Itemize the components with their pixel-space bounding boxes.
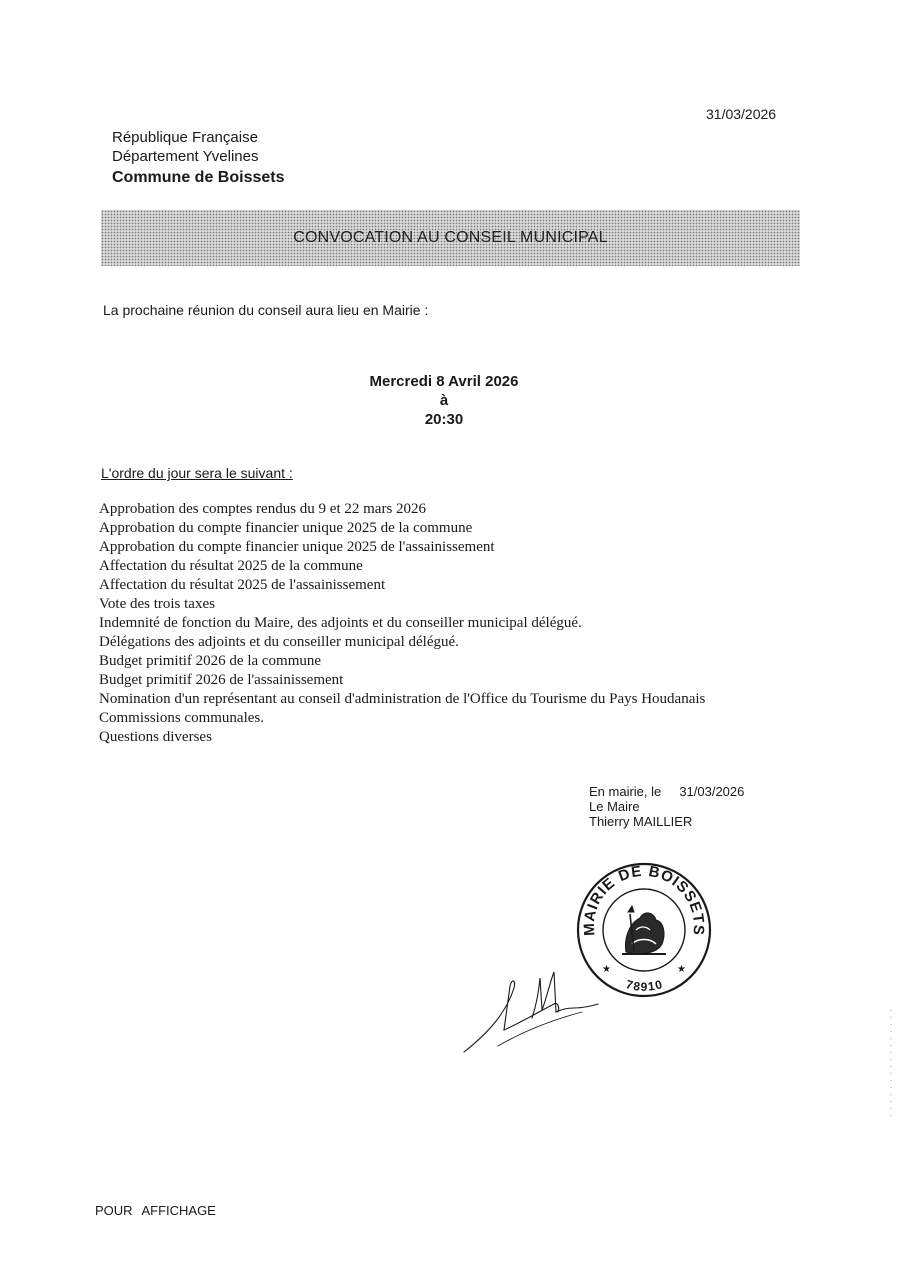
letterhead [112,128,284,187]
stamp-star-right: ★ [677,964,686,975]
agenda-item: Approbation des comptes rendus du 9 et 22 mars 2026 [99,501,427,517]
agenda-item: Affectation du résultat 2025 de la commune [99,558,363,574]
meeting-details [300,372,588,429]
signature-block [589,784,744,829]
document-title: CONVOCATION AU CONSEIL MUNICIPAL [293,229,608,246]
signature-name: Thierry MAILLIER [589,814,693,829]
department-name: Département Yvelines [112,148,259,165]
country-name: République Française [112,129,258,146]
agenda-item: Affectation du résultat 2025 de l'assainissement [99,577,386,593]
intro-text: La prochaine réunion du conseil aura lieu en Mairie : [103,302,429,318]
agenda-item: Approbation du compte financier unique 2025 de l'assainissement [99,539,495,555]
agenda-item: Indemnité de fonction du Maire, des adjoints et du conseiller municipal délégué. [99,615,582,631]
posting-notice: POUR AFFICHAGE [95,1203,216,1218]
agenda-heading: L'ordre du jour sera le suivant : [101,465,293,481]
mayor-signature [462,960,602,1055]
agenda-item: Budget primitif 2026 de la commune [99,653,322,669]
meeting-day: Mercredi 8 Avril 2026 [369,373,519,390]
agenda-item: Budget primitif 2026 de l'assainissement [99,672,344,688]
scan-edge-marks [888,1010,894,1120]
agenda-list [99,500,705,747]
meeting-at: à [439,392,449,409]
commune-name: Commune de Boissets [112,169,285,186]
agenda-item: Questions diverses [99,729,212,745]
stamp-text: MAIRIE DE BOISSETS [580,862,708,937]
signature-date: 31/03/2026 [679,784,745,799]
agenda-item: Commissions communales. [99,710,264,726]
agenda-item: Délégations des adjoints et du conseiller municipal délégué. [99,634,459,650]
signature-place-row [589,784,744,799]
signature-role: Le Maire [589,799,640,814]
document-date: 31/03/2026 [706,106,777,122]
meeting-time: 20:30 [424,411,464,428]
title-band [101,210,800,266]
stamp-star-left: ★ [602,964,611,975]
stamp-postcode: 78910 [624,977,664,994]
agenda-item: Approbation du compte financier unique 2025 de la commune [99,520,473,536]
marianne-emblem-icon [622,906,666,955]
agenda-item: Nomination d'un représentant au conseil d'administration de l'Office du Tourisme du Pays Houdanais [99,691,706,707]
signature-place-label: En mairie, le [589,784,662,799]
agenda-item: Vote des trois taxes [99,596,215,612]
